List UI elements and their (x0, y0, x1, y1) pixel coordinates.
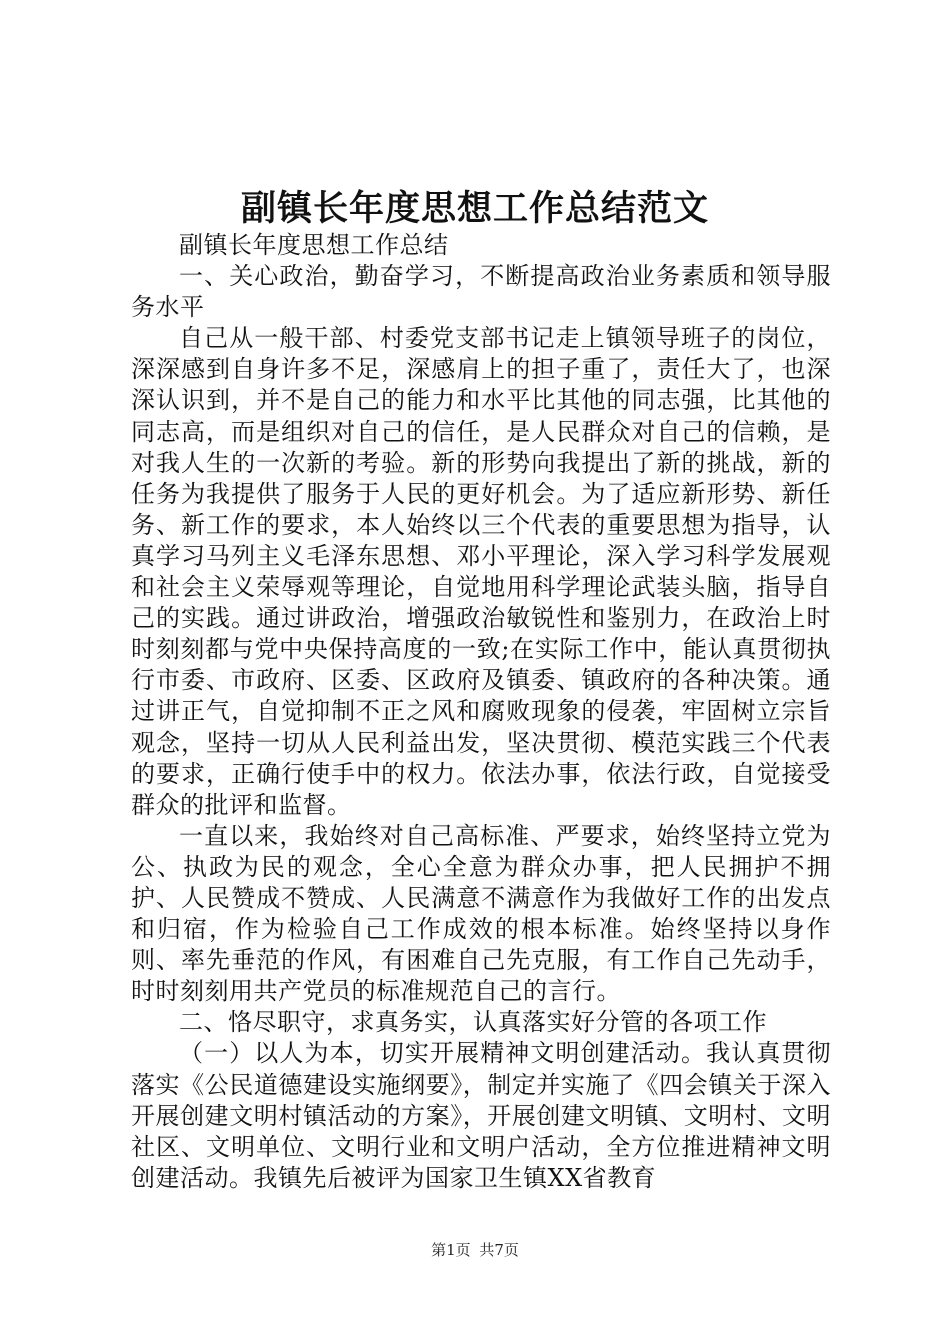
subtitle-paragraph: 副镇长年度思想工作总结 (179, 231, 449, 259)
section-heading-2: 二、恪尽职守，求真务实，认真落实好分管的各项工作 (179, 1008, 767, 1037)
body-paragraph: 自己从一般干部、村委党支部书记走上镇领导班子的岗位，深深感到自身许多不足，深感肩上的担子重了，责任大了，也深深认识到，并不是自己的能力和水平比其他的同志强，比其他的同志高，而是组织对自己的信任，是人民群众对自己的信赖，是对我人生的一次新的考验。新的形势向我提出了新的挑战，新的任务为我提供了服务于人民的更好机会。为了适应新形势、新任务、新工作的要求，本人始终以三个代表的重要思想为指导，认真学习马列主义毛泽东思想、邓小平理论，深入学习科学发展观和社会主义荣辱观等理论，自觉地用科学理论武装头脑，指导自己的实践。通过讲政治，增强政治敏锐性和鉴别力，在政治上时时刻刻都与党中央保持高度的一致;在实际工作中，能认真贯彻执行市委、市政府、区委、区政府及镇委、镇政府的各种决策。通过讲正气，自觉抑制不正之风和腐败现象的侵袭，牢固树立宗旨观念，坚持一切从人民利益出发，坚决贯彻、模范实践三个代表的要求，正确行使手中的权力。依法办事，依法行政，自觉接受群众的批评和监督。 (131, 324, 831, 819)
body-paragraph: （一）以人为本，切实开展精神文明创建活动。我认真贯彻落实《公民道德建设实施纲要》，制定并实施了《四会镇关于深入开展创建文明村镇活动的方案》，开展创建文明镇、文明村、文明社区、文明单位、文明行业和文明户活动，全方位推进精神文明创建活动。我镇先后被评为国家卫生镇XX省教育 (131, 1039, 831, 1192)
page-footer (0, 1240, 950, 1260)
page-total: 共7页 (479, 1241, 519, 1259)
document-title: 副镇长年度思想工作总结范文 (240, 188, 709, 229)
section-heading-1: 一、关心政治，勤奋学习，不断提高政治业务素质和领导服务水平 (131, 262, 831, 322)
document-body (131, 230, 831, 1194)
page-number: 第1页 (431, 1241, 471, 1259)
body-paragraph: 一直以来，我始终对自己高标准、严要求，始终坚持立党为公、执政为民的观念，全心全意为群众办事，把人民拥护不拥护、人民赞成不赞成、人民满意不满意作为我做好工作的出发点和归宿，作为检验自己工作成效的根本标准。始终坚持以身作则、率先垂范的作风，有困难自己先克服，有工作自己先动手，时时刻刻用共产党员的标准规范自己的言行。 (131, 821, 831, 1006)
